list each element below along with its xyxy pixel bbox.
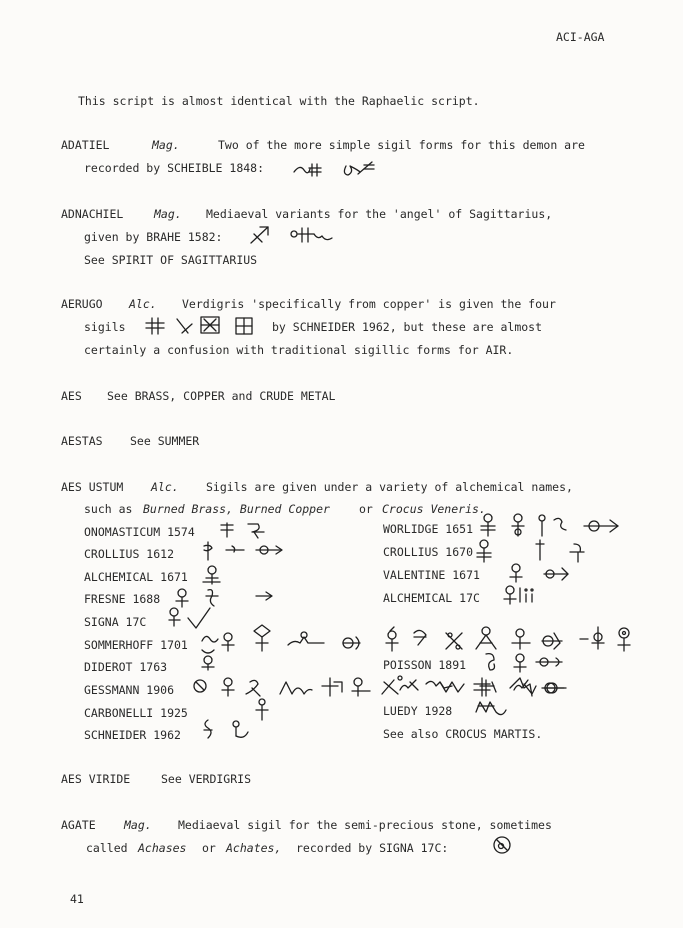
- copper-sigil: [474, 538, 604, 564]
- copper-sigil: [508, 562, 578, 584]
- entry-text-aerugo-2b: by SCHNEIDER 1962, but these are almost: [272, 320, 543, 334]
- copper-sigil: [502, 584, 546, 606]
- source-name: CROLLIUS 1670: [383, 545, 474, 559]
- source-name: SIGNA 17C: [84, 615, 147, 629]
- entry-text-aes-ustum-2d: Crocus Veneris.: [382, 502, 486, 516]
- entry-text-agate-2a: called: [86, 841, 128, 855]
- entry-text-adnachiel-3: See SPIRIT OF SAGITTARIUS: [84, 253, 258, 267]
- entry-text-adnachiel-2: given by BRAHE 1582:: [84, 230, 223, 244]
- entry-text-aerugo-3: certainly a confusion with traditional sigillic forms for AIR.: [84, 343, 514, 357]
- entry-text-aestas: See SUMMER: [130, 434, 200, 448]
- source-name: GESSMANN 1906: [84, 683, 175, 697]
- copper-sigil: [472, 698, 516, 720]
- source-name: FRESNE 1688: [84, 592, 161, 606]
- entry-term-aes-ustum: AES USTUM: [61, 480, 124, 494]
- page-number: 41: [70, 892, 84, 906]
- entry-text-aes-ustum-2c: or: [359, 502, 373, 516]
- source-name: ALCHEMICAL 1671: [84, 570, 188, 584]
- copper-sigil: [482, 650, 572, 674]
- entry-text-adatiel-2: recorded by SCHEIBLE 1848:: [84, 161, 265, 175]
- entry-class-aerugo: Alc.: [129, 297, 157, 311]
- source-name: WORLIDGE 1651: [383, 522, 474, 536]
- entry-term-aes: AES: [61, 389, 82, 403]
- source-name: CROLLIUS 1612: [84, 547, 175, 561]
- entry-text-agate-2d: Achates,: [226, 841, 282, 855]
- aerugo-sigil-4: [234, 316, 254, 336]
- entry-term-adatiel: ADATIEL: [61, 138, 110, 152]
- copper-sigil: [200, 540, 290, 562]
- source-name: ALCHEMICAL 17C: [383, 591, 480, 605]
- entry-term-aerugo: AERUGO: [61, 297, 103, 311]
- copper-sigil: [196, 646, 222, 672]
- entry-text-adatiel-1: Two of the more simple sigil forms for this demon are: [218, 138, 585, 152]
- entry-term-aes-viride: AES VIRIDE: [61, 772, 131, 786]
- entry-text-aes-viride: See VERDIGRIS: [161, 772, 252, 786]
- copper-sigil-row: [200, 623, 640, 657]
- copper-sigil: [200, 718, 260, 742]
- source-name: ONOMASTICUM 1574: [84, 525, 195, 539]
- copper-sigil: [200, 564, 224, 586]
- source-name: SOMMERHOFF 1701: [84, 638, 188, 652]
- running-head: ACI-AGA: [556, 30, 605, 44]
- entry-class-adnachiel: Mag.: [154, 207, 182, 221]
- entry-term-aestas: AESTAS: [61, 434, 103, 448]
- entry-text-agate-2b: Achases: [138, 841, 187, 855]
- intro-text: This script is almost identical with the Raphaelic script.: [78, 94, 480, 108]
- entry-term-agate: AGATE: [61, 818, 96, 832]
- source-name: CARBONELLI 1925: [84, 706, 188, 720]
- copper-sigil-row: [478, 512, 628, 538]
- entry-class-agate: Mag.: [124, 818, 152, 832]
- see-also-text: See also CROCUS MARTIS.: [383, 727, 543, 741]
- entry-text-aes-ustum-2b: Burned Brass, Burned Copper: [143, 502, 330, 516]
- source-name: SCHNEIDER 1962: [84, 728, 181, 742]
- entry-text-adnachiel-1: Mediaeval variants for the 'angel' of Sagittarius,: [206, 207, 553, 221]
- aerugo-sigil-2: [174, 316, 194, 336]
- adnachiel-sigil-1: [248, 224, 272, 246]
- adatiel-sigil-1: [292, 160, 328, 180]
- entry-text-aes-ustum-1: Sigils are given under a variety of alchemical names,: [206, 480, 573, 494]
- entry-text-aerugo-1: Verdigris 'specifically from copper' is given the four: [182, 297, 556, 311]
- adatiel-sigil-2: [340, 158, 380, 180]
- copper-sigil: [396, 676, 566, 698]
- source-name: LUEDY 1928: [383, 704, 453, 718]
- copper-sigil: [218, 520, 278, 540]
- aerugo-sigil-1: [144, 316, 166, 336]
- source-name: VALENTINE 1671: [383, 568, 480, 582]
- agate-sigil: [491, 834, 513, 856]
- adnachiel-sigil-2: [288, 226, 338, 248]
- source-name: DIDEROT 1763: [84, 660, 168, 674]
- entry-class-adatiel: Mag.: [152, 138, 180, 152]
- entry-text-agate-2e: recorded by SIGNA 17C:: [296, 841, 449, 855]
- entry-text-aes: See BRASS, COPPER and CRUDE METAL: [107, 389, 336, 403]
- aerugo-sigil-3: [198, 314, 222, 336]
- entry-class-aes-ustum: Alc.: [151, 480, 179, 494]
- source-name: POISSON 1891: [383, 658, 467, 672]
- entry-text-aerugo-2a: sigils: [84, 320, 126, 334]
- entry-text-agate-2c: or: [202, 841, 216, 855]
- entry-term-adnachiel: ADNACHIEL: [61, 207, 124, 221]
- entry-text-agate-1: Mediaeval sigil for the semi-precious stone, sometimes: [178, 818, 552, 832]
- entry-text-aes-ustum-2a: such as: [84, 502, 133, 516]
